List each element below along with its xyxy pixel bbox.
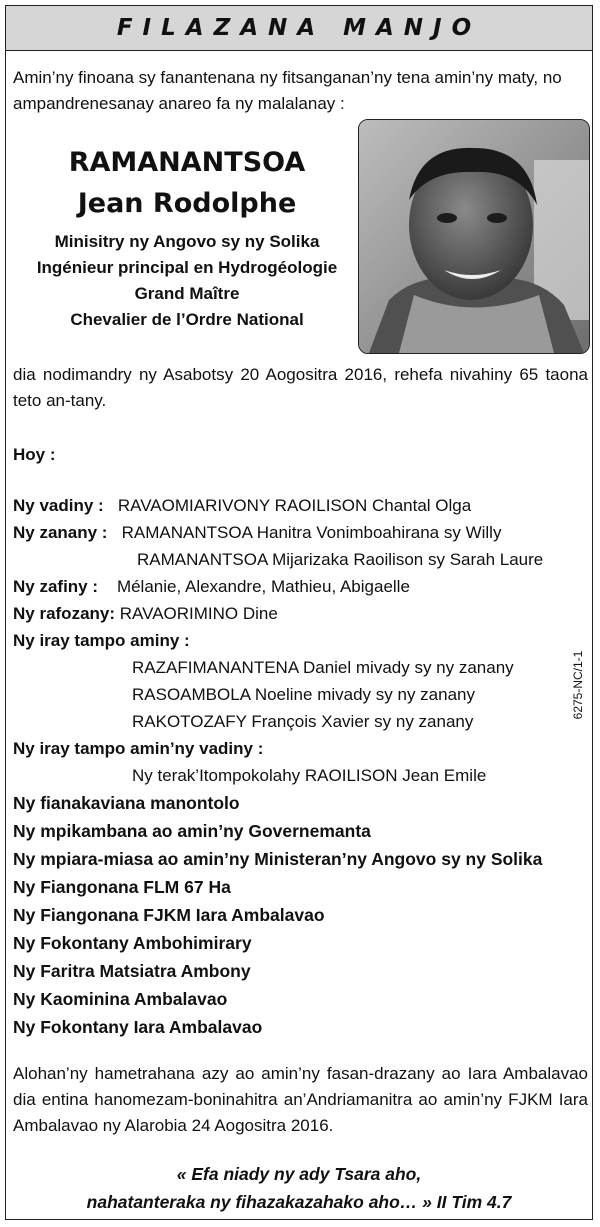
death-notice: dia nodimandry ny Asabotsy 20 Aogositra 2016, rehefa nivahiny 65 taona teto an-tany. [13, 365, 588, 410]
tampo-value: RASOAMBOLA Noeline mivady sy ny zanany [132, 685, 475, 704]
zanany-value: RAMANANTSOA Mijarizaka Raoilison sy Sarah Laure [137, 550, 544, 569]
tampo-vadiny-value: Ny terak’Itompokolahy RAOILISON Jean Emile [132, 766, 487, 785]
quote-line: « Efa niady ny ady Tsara aho, [176, 1164, 422, 1184]
tampo-vadiny-label: Ny iray tampo amin’ny vadiny : [13, 739, 264, 758]
portrait-photo [358, 119, 590, 354]
group-line: Ny fianakaviana manontolo [13, 793, 240, 813]
vadiny-value: RAVAOMIARIVONY RAOILISON Chantal Olga [117, 496, 472, 515]
intro-text: Amin’ny finoana sy fanantenana ny fitsanganan’ny tena amin’ny maty, no ampandrenesanay anareo fa ny malalanay : [13, 68, 562, 113]
group-line: Ny mpiara-miasa ao amin’ny Ministeran’ny Angovo sy ny Solika [13, 849, 543, 869]
zafiny-label: Ny zafiny : [13, 577, 99, 596]
zanany-value: RAMANANTSOA Hanitra Vonimboahirana sy Willy [121, 523, 502, 542]
deceased-given-names: Jean Rodolphe [77, 188, 297, 219]
deceased-titles [12, 229, 362, 333]
group-line: Ny Faritra Matsiatra Ambony [13, 961, 251, 981]
group-line: Ny Fokontany Ambohimirary [13, 933, 252, 953]
rafozany-label: Ny rafozany: [13, 604, 116, 623]
zafiny-row [13, 574, 410, 600]
tampo-value: RAKOTOZAFY François Xavier sy ny zanany [132, 712, 474, 731]
bible-quote [6, 1160, 592, 1216]
group-line: Ny Fiangonana FLM 67 Ha [13, 877, 231, 897]
group-line: Ny Kaominina Ambalavao [13, 989, 228, 1009]
zanany-label: Ny zanany : [13, 523, 108, 542]
rafozany-row [13, 601, 278, 627]
tampo-row [13, 628, 190, 654]
group-line: Ny Fiangonana FJKM Iara Ambalavao [13, 905, 325, 925]
zafiny-value: Mélanie, Alexandre, Mathieu, Abigaelle [116, 577, 410, 596]
zanany-row [13, 520, 501, 546]
tampo-vadiny-row [13, 736, 263, 762]
tampo-label: Ny iray tampo aminy : [13, 631, 190, 650]
group-line: Ny mpikambana ao amin’ny Governemanta [13, 821, 371, 841]
deceased-name [12, 142, 362, 224]
title-line: Grand Maître [134, 284, 240, 303]
vadiny-row [13, 493, 471, 519]
tampo-value: RAZAFIMANANTENA Daniel mivady sy ny zanany [132, 658, 514, 677]
notice-header [6, 6, 592, 51]
title-line: Ingénieur principal en Hydrogéologie [36, 258, 338, 277]
hoy-label: Hoy : [13, 445, 56, 464]
notice-title: FILAZANA MANJO [116, 15, 482, 41]
deceased-surname: RAMANANTSOA [68, 147, 306, 178]
vadiny-label: Ny vadiny : [13, 496, 104, 515]
portrait-image [359, 120, 589, 353]
group-line: Ny Fokontany Iara Ambalavao [13, 1017, 263, 1037]
title-line: Minisitry ny Angovo sy ny Solika [54, 232, 320, 251]
quote-line: nahatanteraka ny fihazakazahako aho… » II Tim 4.7 [86, 1192, 512, 1212]
reference-code: 6275-NC/1-1 [571, 650, 585, 720]
rafozany-value: RAVAORIMINO Dine [119, 604, 278, 623]
closing-text: Alohan’ny hametrahana azy ao amin’ny fasan-drazany ao Iara Ambalavao dia entina hanomezam-boninahitra an’Andriamanitra ao amin’ny FJKM Iara Ambalavao ny Alarobia 24 Aogositra 2016. [13, 1064, 588, 1135]
notice-frame [5, 5, 593, 1220]
title-line: Chevalier de l’Ordre National [70, 310, 304, 329]
